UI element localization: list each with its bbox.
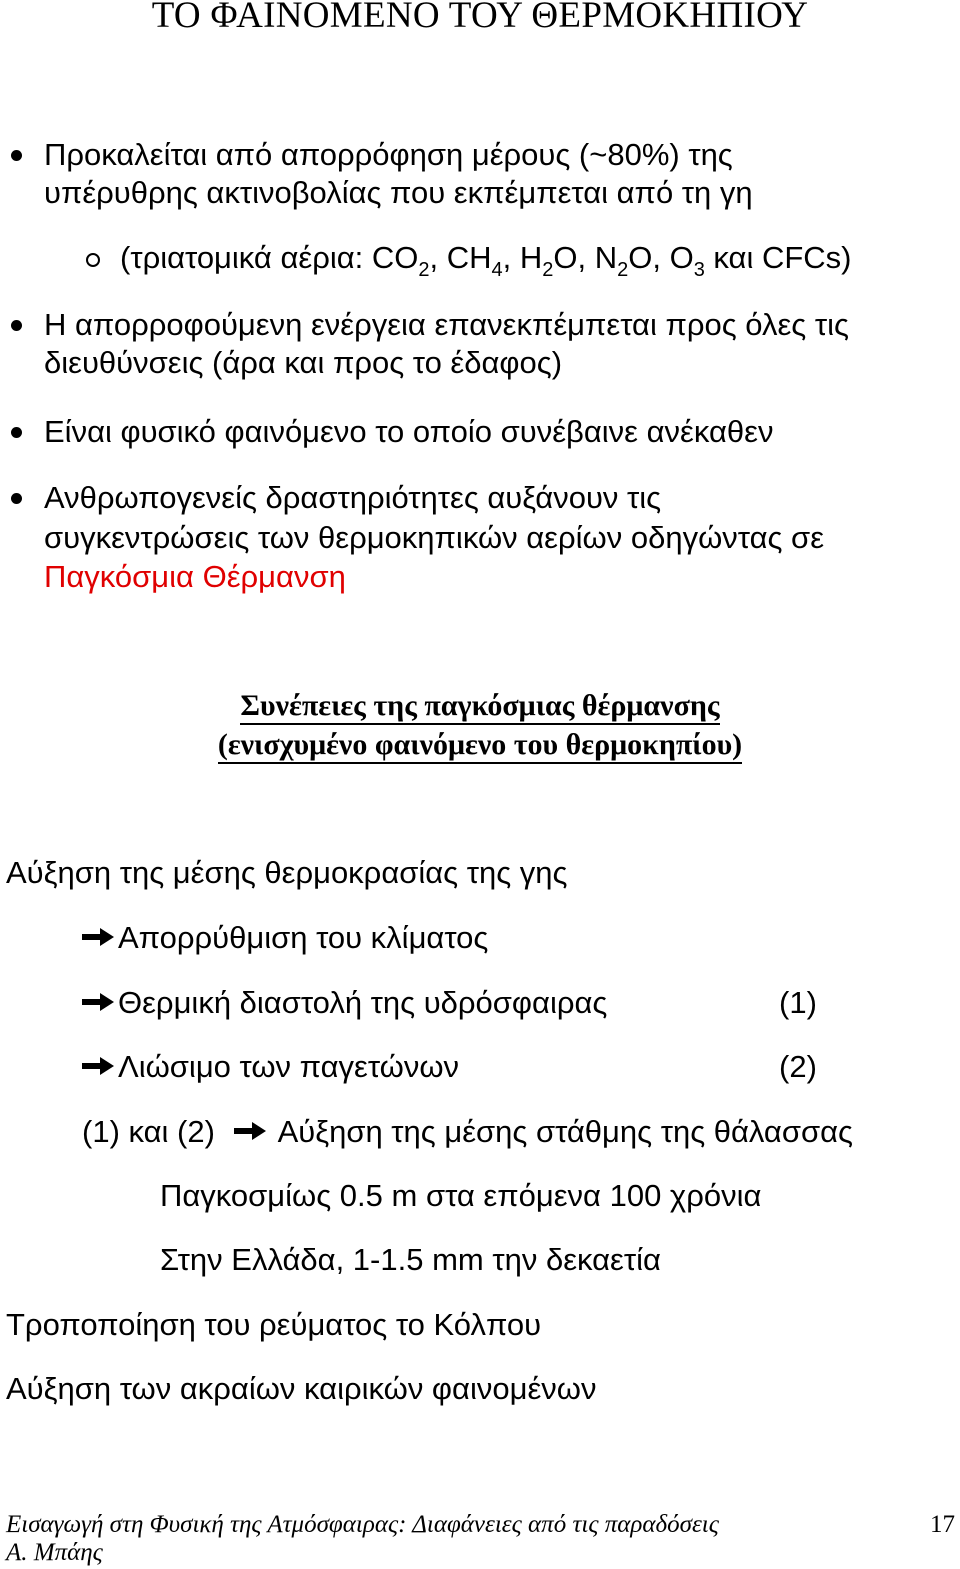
greece-sea-rise: Στην Ελλάδα, 1-1.5 mm την δεκαετία [160, 1242, 661, 1277]
page-title: ΤΟ ΦΑΙΝΟΜΕΝΟ ΤΟΥ ΘΕΡΜΟΚΗΠΙΟΥ [151, 0, 809, 36]
bullet-2-line-1: Η απορροφούμενη ενέργεια επανεκπέμπεται προς όλες τις [44, 307, 849, 342]
o3-subscript: 3 [693, 259, 705, 281]
sea-level-item [82, 1112, 853, 1152]
sea-level-refs: (1) και (2) [82, 1114, 215, 1149]
n2o-subscript: 2 [617, 259, 629, 281]
glaciers-ref: (2) [779, 1049, 817, 1084]
gases-o-o: O, O [628, 240, 694, 275]
consequences-subheading [0, 725, 960, 765]
extreme-weather-item: Αύξηση των ακραίων καιρικών φαινομένων [6, 1371, 597, 1406]
bullet-dot-3 [11, 427, 22, 438]
thermal-expansion-item [80, 983, 607, 1023]
consequences-heading-line-2: (ενισχυμένο φαινόμενο του θερμοκηπίου) [218, 728, 742, 764]
bullet-2-line-2: διευθύνσεις (άρα και προς το έδαφος) [44, 345, 563, 380]
climate-text: Απορρύθμιση του κλίματος [118, 920, 489, 955]
footer-course: Εισαγωγή στη Φυσική της Ατμόσφαιρας: Διαφάνειες από τις παραδόσεις [6, 1511, 719, 1538]
global-warming-highlight: Παγκόσμια Θέρμανση [44, 559, 346, 594]
sea-level-text: Αύξηση της μέσης στάθμης της θάλασσας [277, 1114, 853, 1149]
consequences-heading [0, 686, 960, 726]
gulf-stream-item: Τροποποίηση του ρεύματος το Κόλπου [6, 1307, 542, 1342]
thermal-ref: (1) [779, 985, 817, 1020]
climate-item [80, 918, 488, 958]
bullet-dot-2 [11, 320, 22, 331]
co2-subscript: 2 [418, 259, 430, 281]
glaciers-item [80, 1047, 459, 1087]
consequences-heading-line-1: Συνέπειες της παγκόσμιας θέρμανσης [240, 689, 719, 725]
right-arrow-icon [230, 1119, 270, 1143]
temperature-rise: Αύξηση της μέσης θερμοκρασίας της γης [6, 855, 568, 890]
gases-prefix: (τριατομικά αέρια: CO [120, 240, 419, 275]
gases-h: , H [502, 240, 543, 275]
thermal-expansion-text: Θερμική διαστολή της υδρόσφαιρας [118, 985, 608, 1020]
bullet-1-line-2: υπέρυθρης ακτινοβολίας που εκπέμπεται από τη γη [44, 175, 753, 210]
gases-ch: , CH [429, 240, 492, 275]
ch4-subscript: 4 [491, 259, 503, 281]
bullet-4-line-2: συγκεντρώσεις των θερμοκηπικών αερίων οδηγώντας σε [44, 520, 825, 555]
h2o-subscript: 2 [542, 259, 554, 281]
right-arrow-icon [80, 925, 116, 949]
footer-author: Α. Μπάης [6, 1539, 103, 1566]
page-number: 17 [930, 1511, 955, 1538]
sub-bullet-circle [86, 253, 100, 267]
bullet-1-line-1: Προκαλείται από απορρόφηση μέρους (~80%) της [44, 137, 733, 172]
bullet-3-line-1: Είναι φυσικό φαινόμενο το οποίο συνέβαινε ανέκαθεν [44, 414, 774, 449]
bullet-dot-1 [11, 150, 22, 161]
global-sea-rise: Παγκοσμίως 0.5 m στα επόμενα 100 χρόνια [160, 1178, 762, 1213]
glaciers-text: Λιώσιμο των παγετώνων [118, 1049, 460, 1084]
right-arrow-icon [80, 990, 116, 1014]
gases-suffix: και CFCs) [704, 240, 852, 275]
gases-o-n: O, N [553, 240, 618, 275]
right-arrow-icon [80, 1054, 116, 1078]
gases-line [120, 238, 852, 282]
bullet-4-line-1: Ανθρωπογενείς δραστηριότητες αυξάνουν τις [44, 480, 662, 515]
bullet-dot-4 [11, 493, 22, 504]
